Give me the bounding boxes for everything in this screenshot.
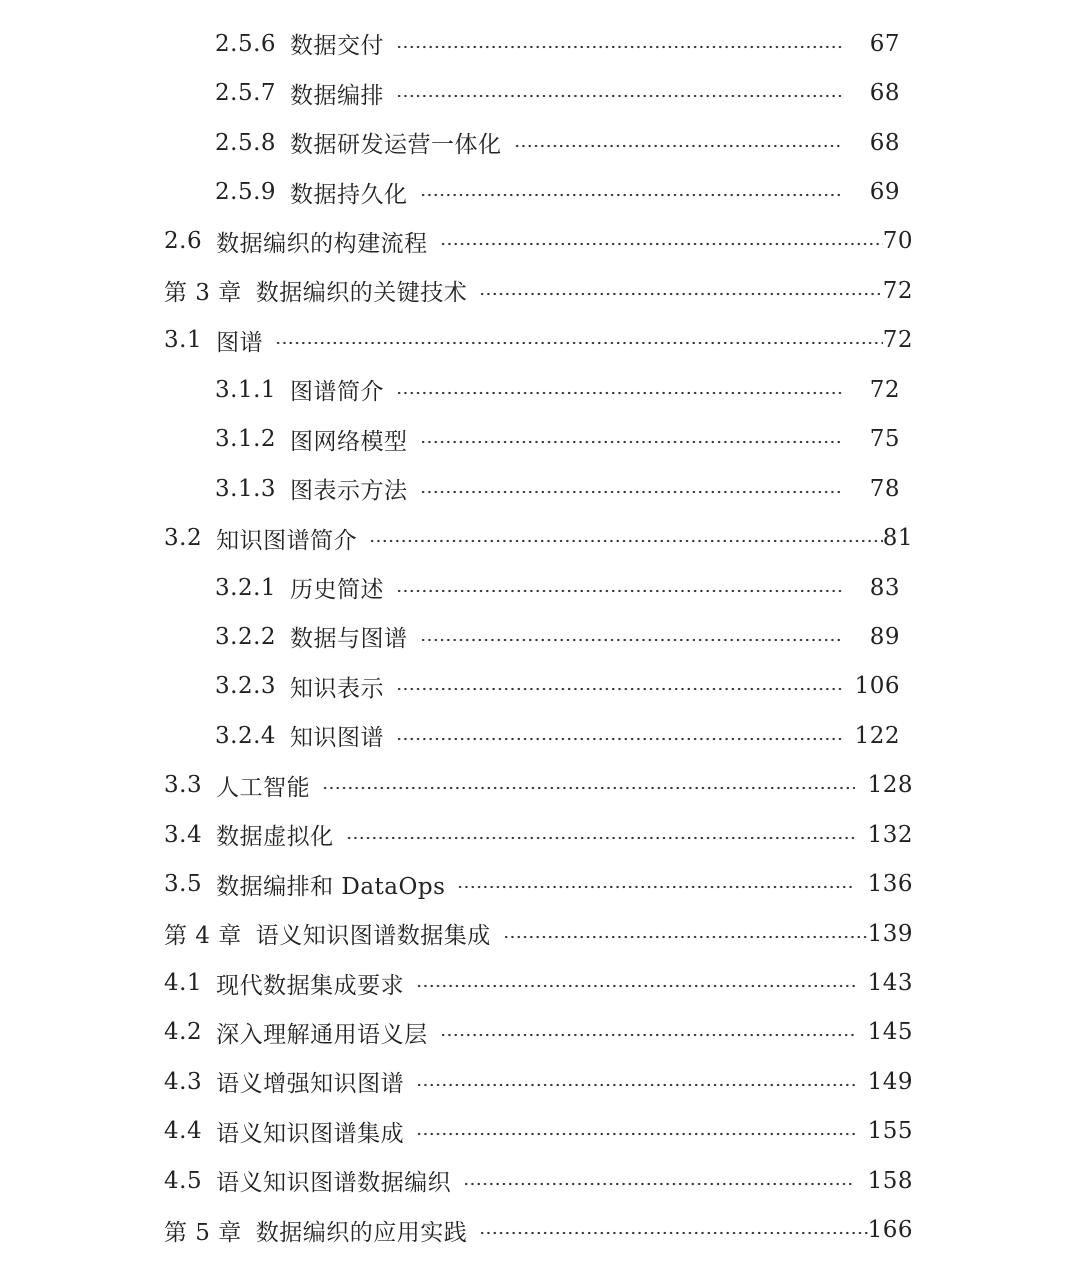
toc-entry-number: 4.4 (164, 1118, 203, 1145)
toc-dot-leader (479, 292, 882, 296)
toc-dot-leader (514, 144, 842, 148)
toc-page-number: 122 (854, 722, 900, 749)
toc-entry-title: 历史简述 (290, 577, 385, 604)
toc-entry[interactable] (0, 513, 1080, 562)
toc-entry-number: 3.2.4 (215, 722, 277, 749)
toc-entry-number: 3.1.3 (215, 475, 277, 502)
toc-page-number: 69 (869, 179, 900, 206)
toc-entry-title: 知识表示 (290, 675, 385, 702)
toc-entry[interactable] (0, 612, 1080, 661)
toc-entry-number: 3.1 (164, 327, 203, 354)
toc-page-number: 136 (867, 871, 913, 898)
toc-dot-leader (440, 242, 883, 246)
toc-entry[interactable] (0, 415, 1080, 464)
toc-entry[interactable] (0, 761, 1080, 810)
toc-entry-title: 数据研发运营一体化 (290, 132, 502, 159)
toc-page-number: 106 (854, 673, 900, 700)
toc-page-number: 83 (869, 574, 900, 601)
toc-dot-leader (396, 589, 842, 593)
toc-entry-title: 数据与图谱 (290, 626, 408, 653)
toc-entry[interactable] (0, 365, 1080, 414)
toc-entry-title: 人工智能 (216, 774, 311, 801)
toc-dot-leader (416, 984, 855, 988)
toc-entry-number: 3.4 (164, 821, 203, 848)
toc-entry-title: 语义知识图谱数据编织 (216, 1170, 452, 1197)
toc-entry-number: 3.1.2 (215, 426, 277, 453)
toc-entry[interactable] (0, 68, 1080, 117)
toc-page-number: 72 (869, 376, 900, 403)
toc-entry[interactable] (0, 266, 1080, 315)
toc-dot-leader (463, 1182, 855, 1186)
toc-entry-number: 4.5 (164, 1167, 203, 1194)
table-of-contents (0, 19, 1080, 1255)
toc-entry-number: 2.6 (164, 228, 203, 255)
toc-entry-number: 3.2 (164, 525, 203, 552)
toc-page-number: 139 (867, 920, 913, 947)
toc-entry-title: 知识图谱简介 (216, 527, 358, 554)
toc-entry-title: 图谱简介 (290, 379, 385, 406)
toc-dot-leader (440, 1033, 855, 1037)
toc-page-number: 89 (869, 623, 900, 650)
toc-page-number: 145 (867, 1019, 913, 1046)
toc-page-number: 166 (867, 1217, 913, 1244)
toc-dot-leader (396, 94, 842, 98)
toc-entry-title: 图网络模型 (290, 428, 408, 455)
toc-entry[interactable] (0, 19, 1080, 68)
toc-entry-number: 3.5 (164, 871, 203, 898)
toc-entry-number: 4.2 (164, 1019, 203, 1046)
toc-entry[interactable] (0, 810, 1080, 859)
toc-entry-title: 语义增强知识图谱 (216, 1071, 405, 1098)
toc-dot-leader (420, 638, 842, 642)
toc-dot-leader (420, 440, 842, 444)
toc-entry-title: 深入理解通用语义层 (216, 1021, 428, 1048)
toc-entry-number: 第 3 章 (164, 280, 242, 307)
toc-entry[interactable] (0, 563, 1080, 612)
toc-entry-number: 2.5.9 (215, 179, 277, 206)
toc-page-number: 67 (869, 30, 900, 57)
toc-dot-leader (369, 539, 883, 543)
toc-entry-number: 第 5 章 (164, 1219, 242, 1246)
toc-page-number: 68 (869, 80, 900, 107)
toc-dot-leader (396, 687, 842, 691)
toc-entry-number: 3.2.1 (215, 574, 277, 601)
toc-dot-leader (396, 391, 842, 395)
toc-page-number: 128 (867, 772, 913, 799)
toc-entry[interactable] (0, 167, 1080, 216)
toc-entry[interactable] (0, 1008, 1080, 1057)
toc-entry-number: 2.5.8 (215, 129, 277, 156)
toc-entry-title: 数据持久化 (290, 181, 408, 208)
toc-page-number: 132 (867, 821, 913, 848)
toc-entry[interactable] (0, 1057, 1080, 1106)
toc-page-number: 149 (867, 1068, 913, 1095)
toc-entry[interactable] (0, 464, 1080, 513)
toc-page-number: 143 (867, 970, 913, 997)
toc-entry[interactable] (0, 316, 1080, 365)
toc-entry-title: 知识图谱 (290, 725, 385, 752)
toc-page-number: 75 (869, 426, 900, 453)
toc-entry-title: 数据编织的构建流程 (216, 230, 428, 257)
toc-entry[interactable] (0, 859, 1080, 908)
toc-entry-title: 语义知识图谱集成 (216, 1120, 405, 1147)
toc-entry[interactable] (0, 711, 1080, 760)
toc-entry-title: 数据交付 (290, 33, 385, 60)
toc-entry-number: 第 4 章 (164, 923, 242, 950)
toc-entry-number: 3.3 (164, 772, 203, 799)
toc-entry-title: 数据编织的关键技术 (255, 280, 468, 307)
toc-page-number: 158 (867, 1167, 913, 1194)
toc-page-number: 81 (882, 525, 913, 552)
toc-entry-title: 数据编织的应用实践 (255, 1219, 468, 1246)
toc-entry-number: 4.1 (164, 970, 203, 997)
toc-dot-leader (396, 737, 842, 741)
toc-page-number: 68 (869, 129, 900, 156)
toc-page-number: 72 (882, 327, 913, 354)
toc-dot-leader (503, 935, 868, 939)
toc-entry-number: 3.1.1 (215, 376, 277, 403)
toc-entry[interactable] (0, 1156, 1080, 1205)
toc-entry[interactable] (0, 1107, 1080, 1156)
toc-dot-leader (396, 45, 842, 49)
toc-entry-title: 数据虚拟化 (216, 824, 334, 851)
toc-entry[interactable] (0, 909, 1080, 958)
toc-entry-title: 图谱 (216, 329, 264, 356)
toc-page-number: 72 (882, 277, 913, 304)
toc-entry-number: 4.3 (164, 1068, 203, 1095)
toc-dot-leader (416, 1132, 855, 1136)
toc-entry-title: 数据编排 (290, 82, 385, 109)
toc-dot-leader (416, 1083, 855, 1087)
toc-dot-leader (479, 1231, 867, 1235)
toc-entry-title: 图表示方法 (290, 478, 408, 505)
toc-entry[interactable] (0, 662, 1080, 711)
toc-dot-leader (420, 193, 842, 197)
toc-entry[interactable] (0, 118, 1080, 167)
toc-dot-leader (346, 836, 855, 840)
toc-entry-number: 2.5.7 (215, 80, 277, 107)
toc-entry-number: 2.5.6 (215, 30, 277, 57)
toc-page-number: 70 (882, 228, 913, 255)
toc-page-number: 78 (869, 475, 900, 502)
toc-entry[interactable] (0, 217, 1080, 266)
toc-page-number: 155 (867, 1118, 913, 1145)
toc-dot-leader (420, 490, 842, 494)
toc-entry[interactable] (0, 958, 1080, 1007)
toc-entry-title: 数据编排和 DataOps (216, 873, 446, 900)
toc-dot-leader (457, 885, 855, 889)
toc-entry-number: 3.2.2 (215, 623, 277, 650)
toc-entry[interactable] (0, 1206, 1080, 1255)
toc-entry-title: 语义知识图谱数据集成 (255, 923, 491, 950)
toc-dot-leader (275, 341, 883, 345)
toc-entry-number: 3.2.3 (215, 673, 277, 700)
toc-dot-leader (322, 786, 855, 790)
toc-entry-title: 现代数据集成要求 (216, 972, 405, 999)
